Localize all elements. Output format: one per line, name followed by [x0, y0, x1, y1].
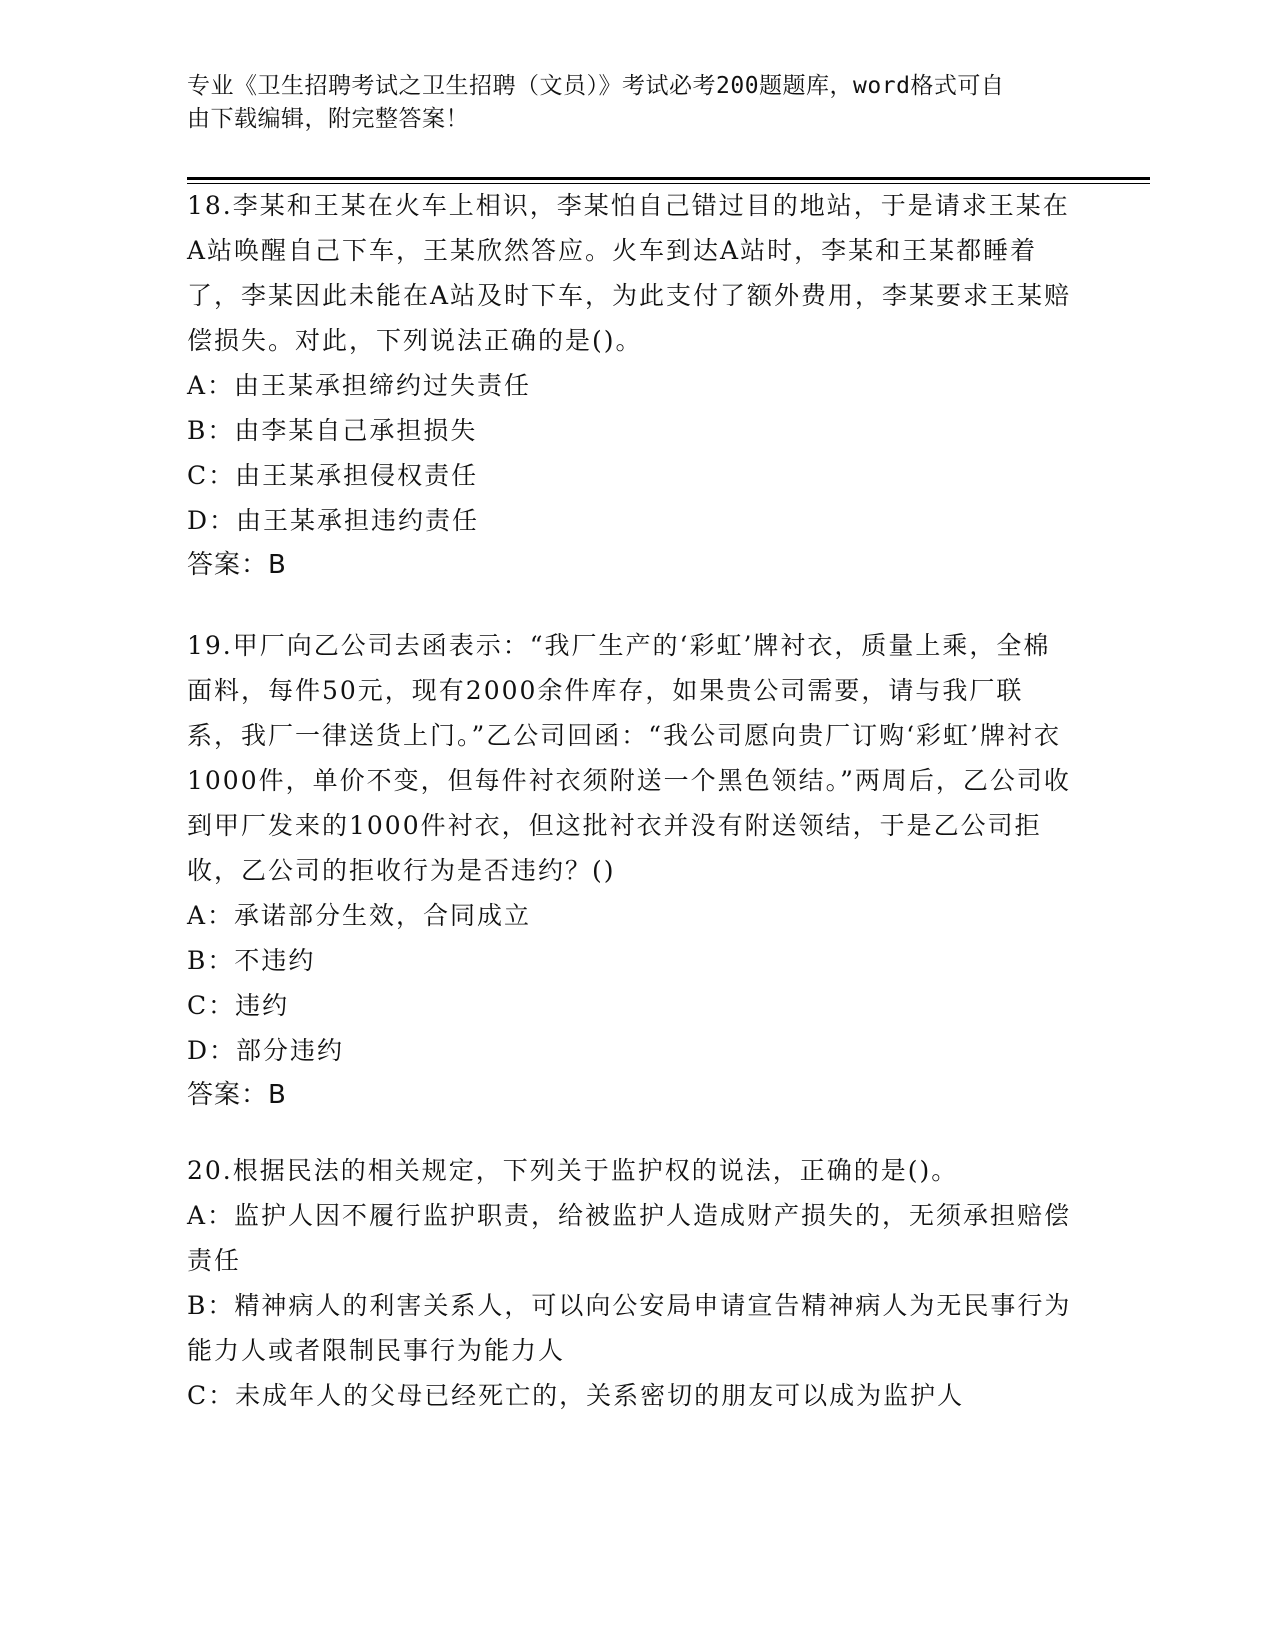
option-d: D：由王某承担违约责任 [187, 506, 480, 535]
header-line-1: 专业《卫生招聘考试之卫生招聘（文员）》考试必考200题题库，word格式可自 [187, 73, 1005, 99]
question-stem: 18.李某和王某在火车上相识，李某怕自己错过目的地站，于是请求王某在A站唤醒自己下车，王某欣然答应。火车到达A站时，李某和王某都睡着了，李某因此未能在A站及时下车，为此支付了额外费用，李某要求王某赔偿损失。对此，下列说法正确的是()。 [187, 191, 1072, 355]
option-b: B：由李某自己承担损失 [187, 416, 478, 445]
answer-label: 答案：B [187, 1080, 287, 1110]
option-a: A：监护人因不履行监护职责，给被监护人造成财产损失的，无须承担赔偿责任 [187, 1201, 1072, 1275]
answer-label: 答案：B [187, 550, 287, 580]
document-header [187, 70, 1067, 136]
header-line-2: 由下载编辑，附完整答案！ [187, 106, 469, 132]
option-b: B：精神病人的利害关系人，可以向公安局申请宣告精神病人为无民事行为能力人或者限制民事行为能力人 [187, 1291, 1072, 1365]
question-18 [187, 183, 1077, 588]
question-19 [187, 623, 1077, 1118]
option-c: C：违约 [187, 991, 290, 1020]
question-20 [187, 1148, 1077, 1418]
option-a: A：承诺部分生效，合同成立 [187, 901, 532, 930]
option-d: D：部分违约 [187, 1036, 345, 1065]
question-stem: 19.甲厂向乙公司去函表示：“我厂生产的‘彩虹’牌衬衣，质量上乘，全棉面料，每件50元，现有2000余件库存，如果贵公司需要，请与我厂联系，我厂一律送货上门。”乙公司回函：“我公司愿向贵厂订购‘彩虹’牌衬衣1000件，单价不变，但每件衬衣须附送一个黑色领结。”两周后，乙公司收到甲厂发来的1000件衬衣，但这批衬衣并没有附送领结，于是乙公司拒收，乙公司的拒收行为是否违约？() [187, 631, 1071, 885]
option-c: C：由王某承担侵权责任 [187, 461, 479, 490]
option-a: A：由王某承担缔约过失责任 [187, 371, 532, 400]
option-c: C：未成年人的父母已经死亡的，关系密切的朋友可以成为监护人 [187, 1381, 965, 1410]
question-stem: 20.根据民法的相关规定，下列关于监护权的说法，正确的是()。 [187, 1156, 959, 1185]
header-divider-thick [187, 177, 1150, 180]
option-b: B：不违约 [187, 946, 316, 975]
